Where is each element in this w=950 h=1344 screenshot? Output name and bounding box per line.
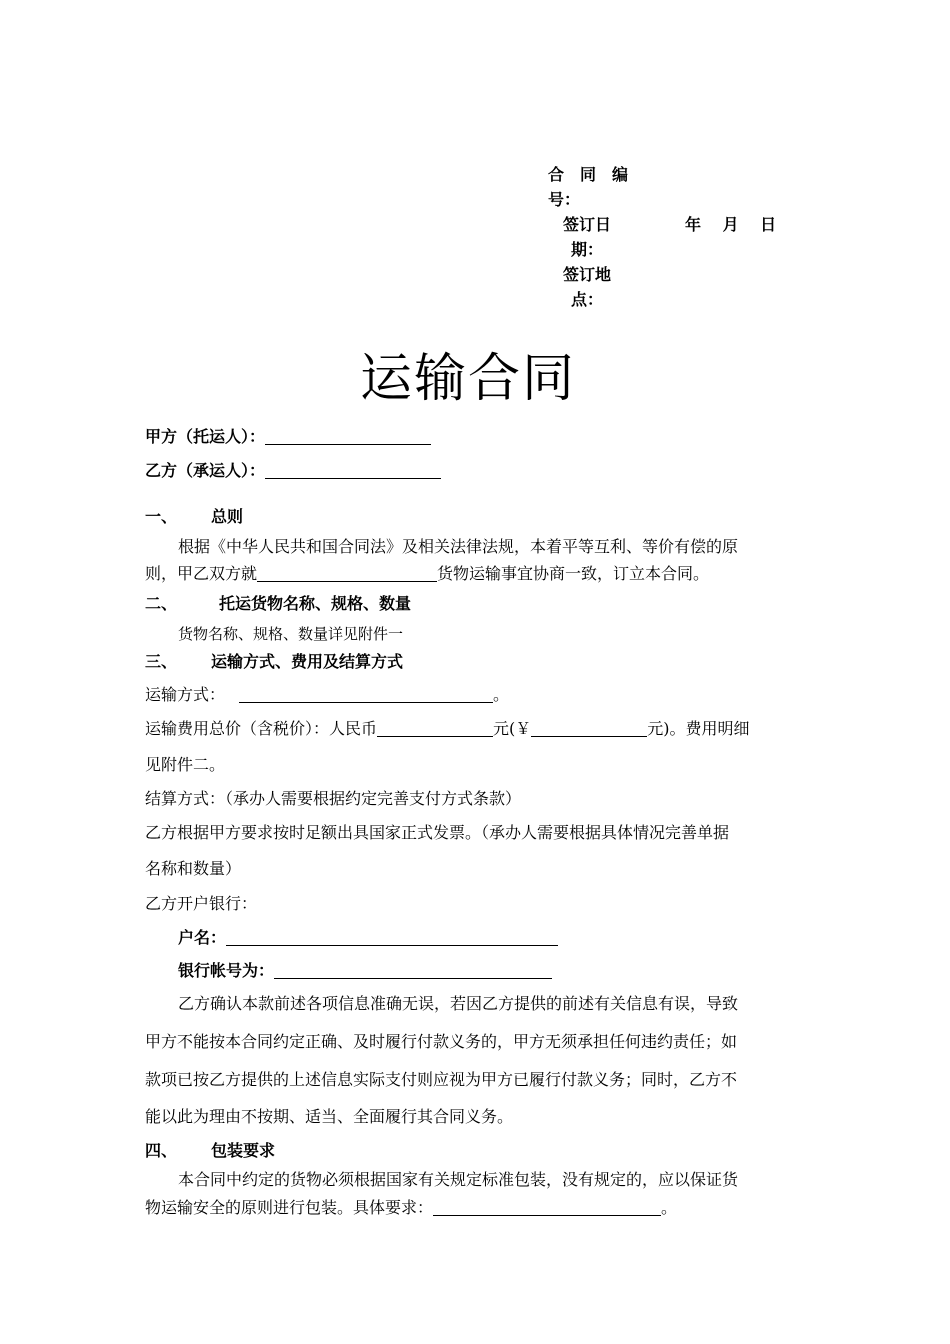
section3-number: 三、 <box>145 652 178 671</box>
fee-yuan-label: 元(￥ <box>493 719 532 738</box>
transport-mode-line <box>145 682 509 705</box>
party-a-blank[interactable] <box>265 426 431 445</box>
party-a-line <box>145 424 431 447</box>
confirm-line3: 款项已按乙方提供的上述信息实际支付则应视为甲方已履行付款义务；同时，乙方不 <box>145 1070 738 1089</box>
section4-text: 物运输安全的原则进行包装。具体要求： <box>145 1198 434 1217</box>
confirm-line1: 乙方确认本款前述各项信息准确无误，若因乙方提供的前述有关信息有误，导致 <box>178 994 739 1013</box>
section2-number: 二、 <box>145 594 178 613</box>
party-a-label: 甲方（托运人）： <box>145 427 266 446</box>
confirm-line4: 能以此为理由不按期、适当、全面履行其合同义务。 <box>145 1107 514 1126</box>
cargo-blank[interactable] <box>257 563 437 582</box>
section2-title: 托运货物名称、规格、数量 <box>219 594 412 613</box>
section1-text-a: 则，甲乙双方就 <box>145 564 258 583</box>
confirm-line2: 甲方不能按本合同约定正确、及时履行付款义务的，甲方无须承担任何违约责任；如 <box>145 1032 738 1051</box>
invoice-line2: 名称和数量） <box>145 859 242 878</box>
account-number-label: 银行帐号为： <box>178 961 275 980</box>
account-name-label: 户名： <box>178 928 227 947</box>
party-b-line <box>145 458 441 481</box>
party-b-label: 乙方（承运人）： <box>145 461 266 480</box>
fee-rmb-blank[interactable] <box>377 718 493 737</box>
section4-number: 四、 <box>145 1141 178 1160</box>
section4-para-line2 <box>145 1195 677 1218</box>
sign-place-label: 签订地 <box>563 265 612 284</box>
invoice-line1: 乙方根据甲方要求按时足额出具国家正式发票。（承办人需要根据具体情况完善单据 <box>145 823 730 842</box>
sign-date-label: 签订日 <box>563 215 612 234</box>
fee-detail-label: 元)。费用明细 <box>647 719 750 738</box>
fee-line <box>145 716 750 739</box>
bank-label: 乙方开户银行： <box>145 894 258 913</box>
account-number-blank[interactable] <box>274 960 552 979</box>
section1-para-line2 <box>145 561 709 584</box>
sign-date-ymd: 年 月 日 <box>685 215 777 234</box>
account-number-line <box>178 958 552 981</box>
transport-mode-label: 运输方式： <box>145 685 226 704</box>
party-b-blank[interactable] <box>265 460 441 479</box>
period: 。 <box>493 685 510 704</box>
fee-yen-blank[interactable] <box>531 718 647 737</box>
period: 。 <box>661 1198 678 1217</box>
section1-number: 一、 <box>145 507 178 526</box>
account-name-line <box>178 925 558 948</box>
fee-line-cont: 见附件二。 <box>145 755 226 774</box>
contract-number-label: 合 同 编 <box>548 165 629 184</box>
packaging-blank[interactable] <box>433 1197 661 1216</box>
section1-text-b: 货物运输事宜协商一致，订立本合同。 <box>437 564 710 583</box>
settlement-line: 结算方式：（承办人需要根据约定完善支付方式条款） <box>145 789 522 808</box>
section3-title: 运输方式、费用及结算方式 <box>211 652 404 671</box>
document-title: 运输合同 <box>360 349 577 409</box>
section2-para: 货物名称、规格、数量详见附件一 <box>178 625 404 643</box>
section4-para-line1: 本合同中约定的货物必须根据国家有关规定标准包装，没有规定的，应以保证货 <box>178 1170 739 1189</box>
contract-number-label-cont: 号： <box>548 190 581 209</box>
section1-para-line1: 根据《中华人民共和国合同法》及相关法律法规，本着平等互利、等价有偿的原 <box>178 537 739 556</box>
sign-date-label-cont: 期： <box>571 240 604 259</box>
sign-place-label-cont: 点： <box>571 290 604 309</box>
account-name-blank[interactable] <box>226 927 558 946</box>
fee-label: 运输费用总价（含税价）：人民币 <box>145 719 378 738</box>
section4-title: 包装要求 <box>211 1141 276 1160</box>
transport-mode-blank[interactable] <box>239 684 493 703</box>
section1-title: 总则 <box>211 507 244 526</box>
